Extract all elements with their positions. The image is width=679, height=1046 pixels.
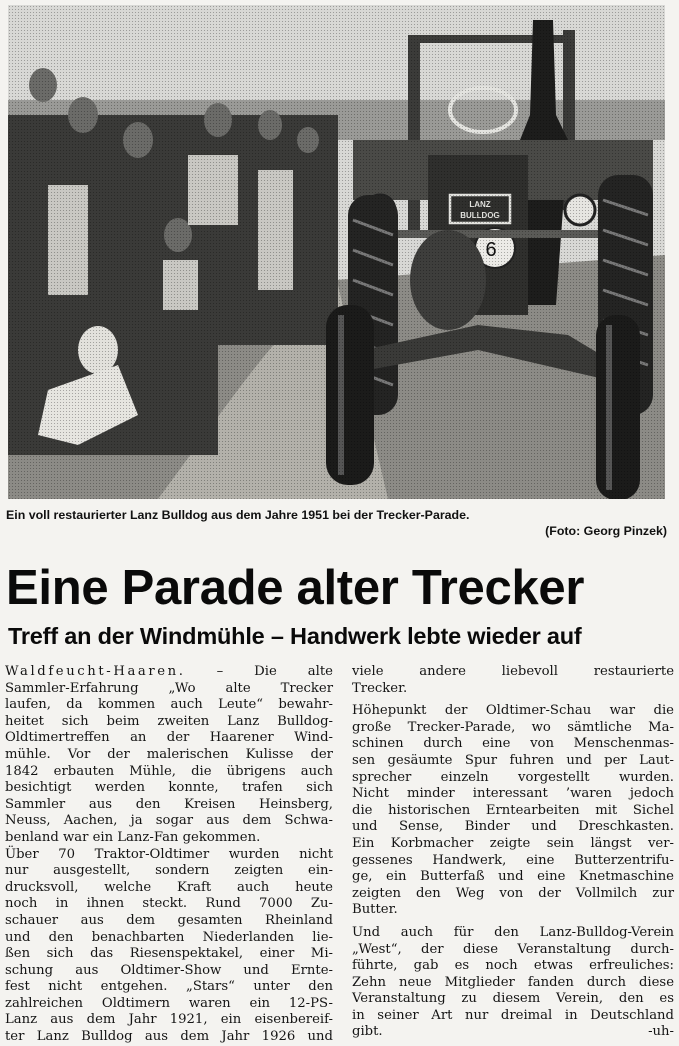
article-line: führte, gab es noch etwas erfreuliches: bbox=[352, 958, 674, 974]
paragraph bbox=[352, 664, 674, 697]
article-line: laufen, da kommen auch Leute“ bewahr- bbox=[5, 697, 333, 713]
article-line: die historischen Erntearbeiten mit Sichel bbox=[352, 802, 674, 818]
article-line: besichtigt werden konnte, trafen sich bbox=[5, 780, 333, 796]
article-line: Und auch für den Lanz-Bulldog-Verein bbox=[352, 924, 674, 940]
article-line: mühle. Vor der malerischen Kulisse der bbox=[5, 746, 333, 762]
photo-credit: (Foto: Georg Pinzek) bbox=[545, 524, 667, 538]
article-line: viele andere liebevoll restaurierte bbox=[352, 664, 674, 679]
article-line: Veranstaltung zu diesem Verein, den es bbox=[352, 991, 674, 1007]
article-photo bbox=[8, 5, 665, 499]
subheadline: Treff an der Windmühle – Handwerk lebte wieder auf bbox=[8, 623, 582, 649]
photo-caption: Ein voll restaurierter Lanz Bulldog aus dem Jahre 1951 bei der Trecker-Parade. bbox=[6, 508, 470, 522]
article-line: zeigten den Weg von der Vollmilch zur bbox=[352, 885, 674, 901]
article-line: drucksvoll, welche Kraft auch heute bbox=[5, 879, 333, 895]
article-line: Zehn neue Mitglieder fanden durch diese bbox=[352, 974, 674, 990]
article-line: Ein Korbmacher zeigte sein längst ver- bbox=[352, 835, 674, 851]
article-line: 1842 erbauten Mühle, die übrigens auch bbox=[5, 763, 333, 779]
article-line: Sammler-Erfahrung „Wo alte Trecker bbox=[5, 680, 333, 696]
article-line: Trecker. bbox=[352, 680, 408, 696]
article-line: Über 70 Traktor-Oldtimer wurden nicht bbox=[5, 846, 333, 862]
article-line: Waldfeucht-Haaren. – Die alte bbox=[5, 664, 333, 679]
article-line: und den benachbarten Niederlanden lie- bbox=[5, 929, 333, 945]
author-signature: -uh- bbox=[648, 1024, 674, 1040]
article-line: schinen durch eine von Menschenmas- bbox=[352, 736, 674, 752]
article-line: große Trecker-Parade, wo sämtliche Ma- bbox=[352, 719, 674, 735]
headline: Eine Parade alter Trecker bbox=[6, 561, 585, 615]
article-line: schung aus Oldtimer-Show und Ernte- bbox=[5, 962, 333, 978]
article-line: ter Lanz Bulldog aus dem Jahr 1926 und bbox=[5, 1029, 333, 1045]
article-line: ge, ein Butterfaß und eine Knetmaschine bbox=[352, 869, 674, 885]
article-line: Neuss, Aachen, ja sogar aus dem Schwa- bbox=[5, 813, 333, 829]
article-line: Sammler aus den Kreisen Heinsberg, bbox=[5, 796, 333, 812]
article-line: „West“, der diese Veranstaltung durch- bbox=[352, 941, 674, 957]
article-line: Höhepunkt der Oldtimer-Schau war die bbox=[352, 703, 674, 719]
article-line: sprecher einzeln vorgestellt wurden. bbox=[352, 769, 674, 785]
article-line: schauer aus dem gesamten Rheinland bbox=[5, 912, 333, 928]
article-line: zahlreichen Oldtimern waren ein 12-PS- bbox=[5, 995, 333, 1011]
article-column-left bbox=[5, 664, 333, 1046]
article-line: und Sense, Binder und Dreschkasten. bbox=[352, 819, 674, 835]
article-line: gibt. -uh- bbox=[352, 1024, 674, 1040]
article-column-right bbox=[352, 664, 674, 1041]
article-line: ßen sich das Riesenspektakel, einer Mi- bbox=[5, 946, 333, 962]
article-line: Butter. bbox=[352, 902, 398, 918]
article-line: benland war ein Lanz-Fan gekommen. bbox=[5, 829, 261, 845]
article-line: in seiner Art nur dreimal in Deutschland bbox=[352, 1007, 674, 1023]
article-line: nur ausgestellt, sondern zeigten ein- bbox=[5, 863, 333, 879]
dateline: Waldfeucht-Haaren. bbox=[5, 664, 186, 679]
article-line: fest nicht entgehen. „Stars“ unter den bbox=[5, 979, 333, 995]
article-line: gessenes Handwerk, eine Butterzentrifu- bbox=[352, 852, 674, 868]
article-line: Nicht minder interessant ’waren jedoch bbox=[352, 786, 674, 802]
article-line: Lanz aus dem Jahr 1921, ein eisenbereif- bbox=[5, 1012, 333, 1028]
article-line: heitet sich beim zweiten Lanz Bulldog- bbox=[5, 713, 333, 729]
article-line: sen gesäumte Spur fuhren und per Laut- bbox=[352, 752, 674, 768]
article-line: noch in ihnen steckt. Rund 7000 Zu- bbox=[5, 896, 333, 912]
article-line: Oldtimertreffen an der Haarener Wind- bbox=[5, 730, 333, 746]
paragraph bbox=[352, 703, 674, 919]
